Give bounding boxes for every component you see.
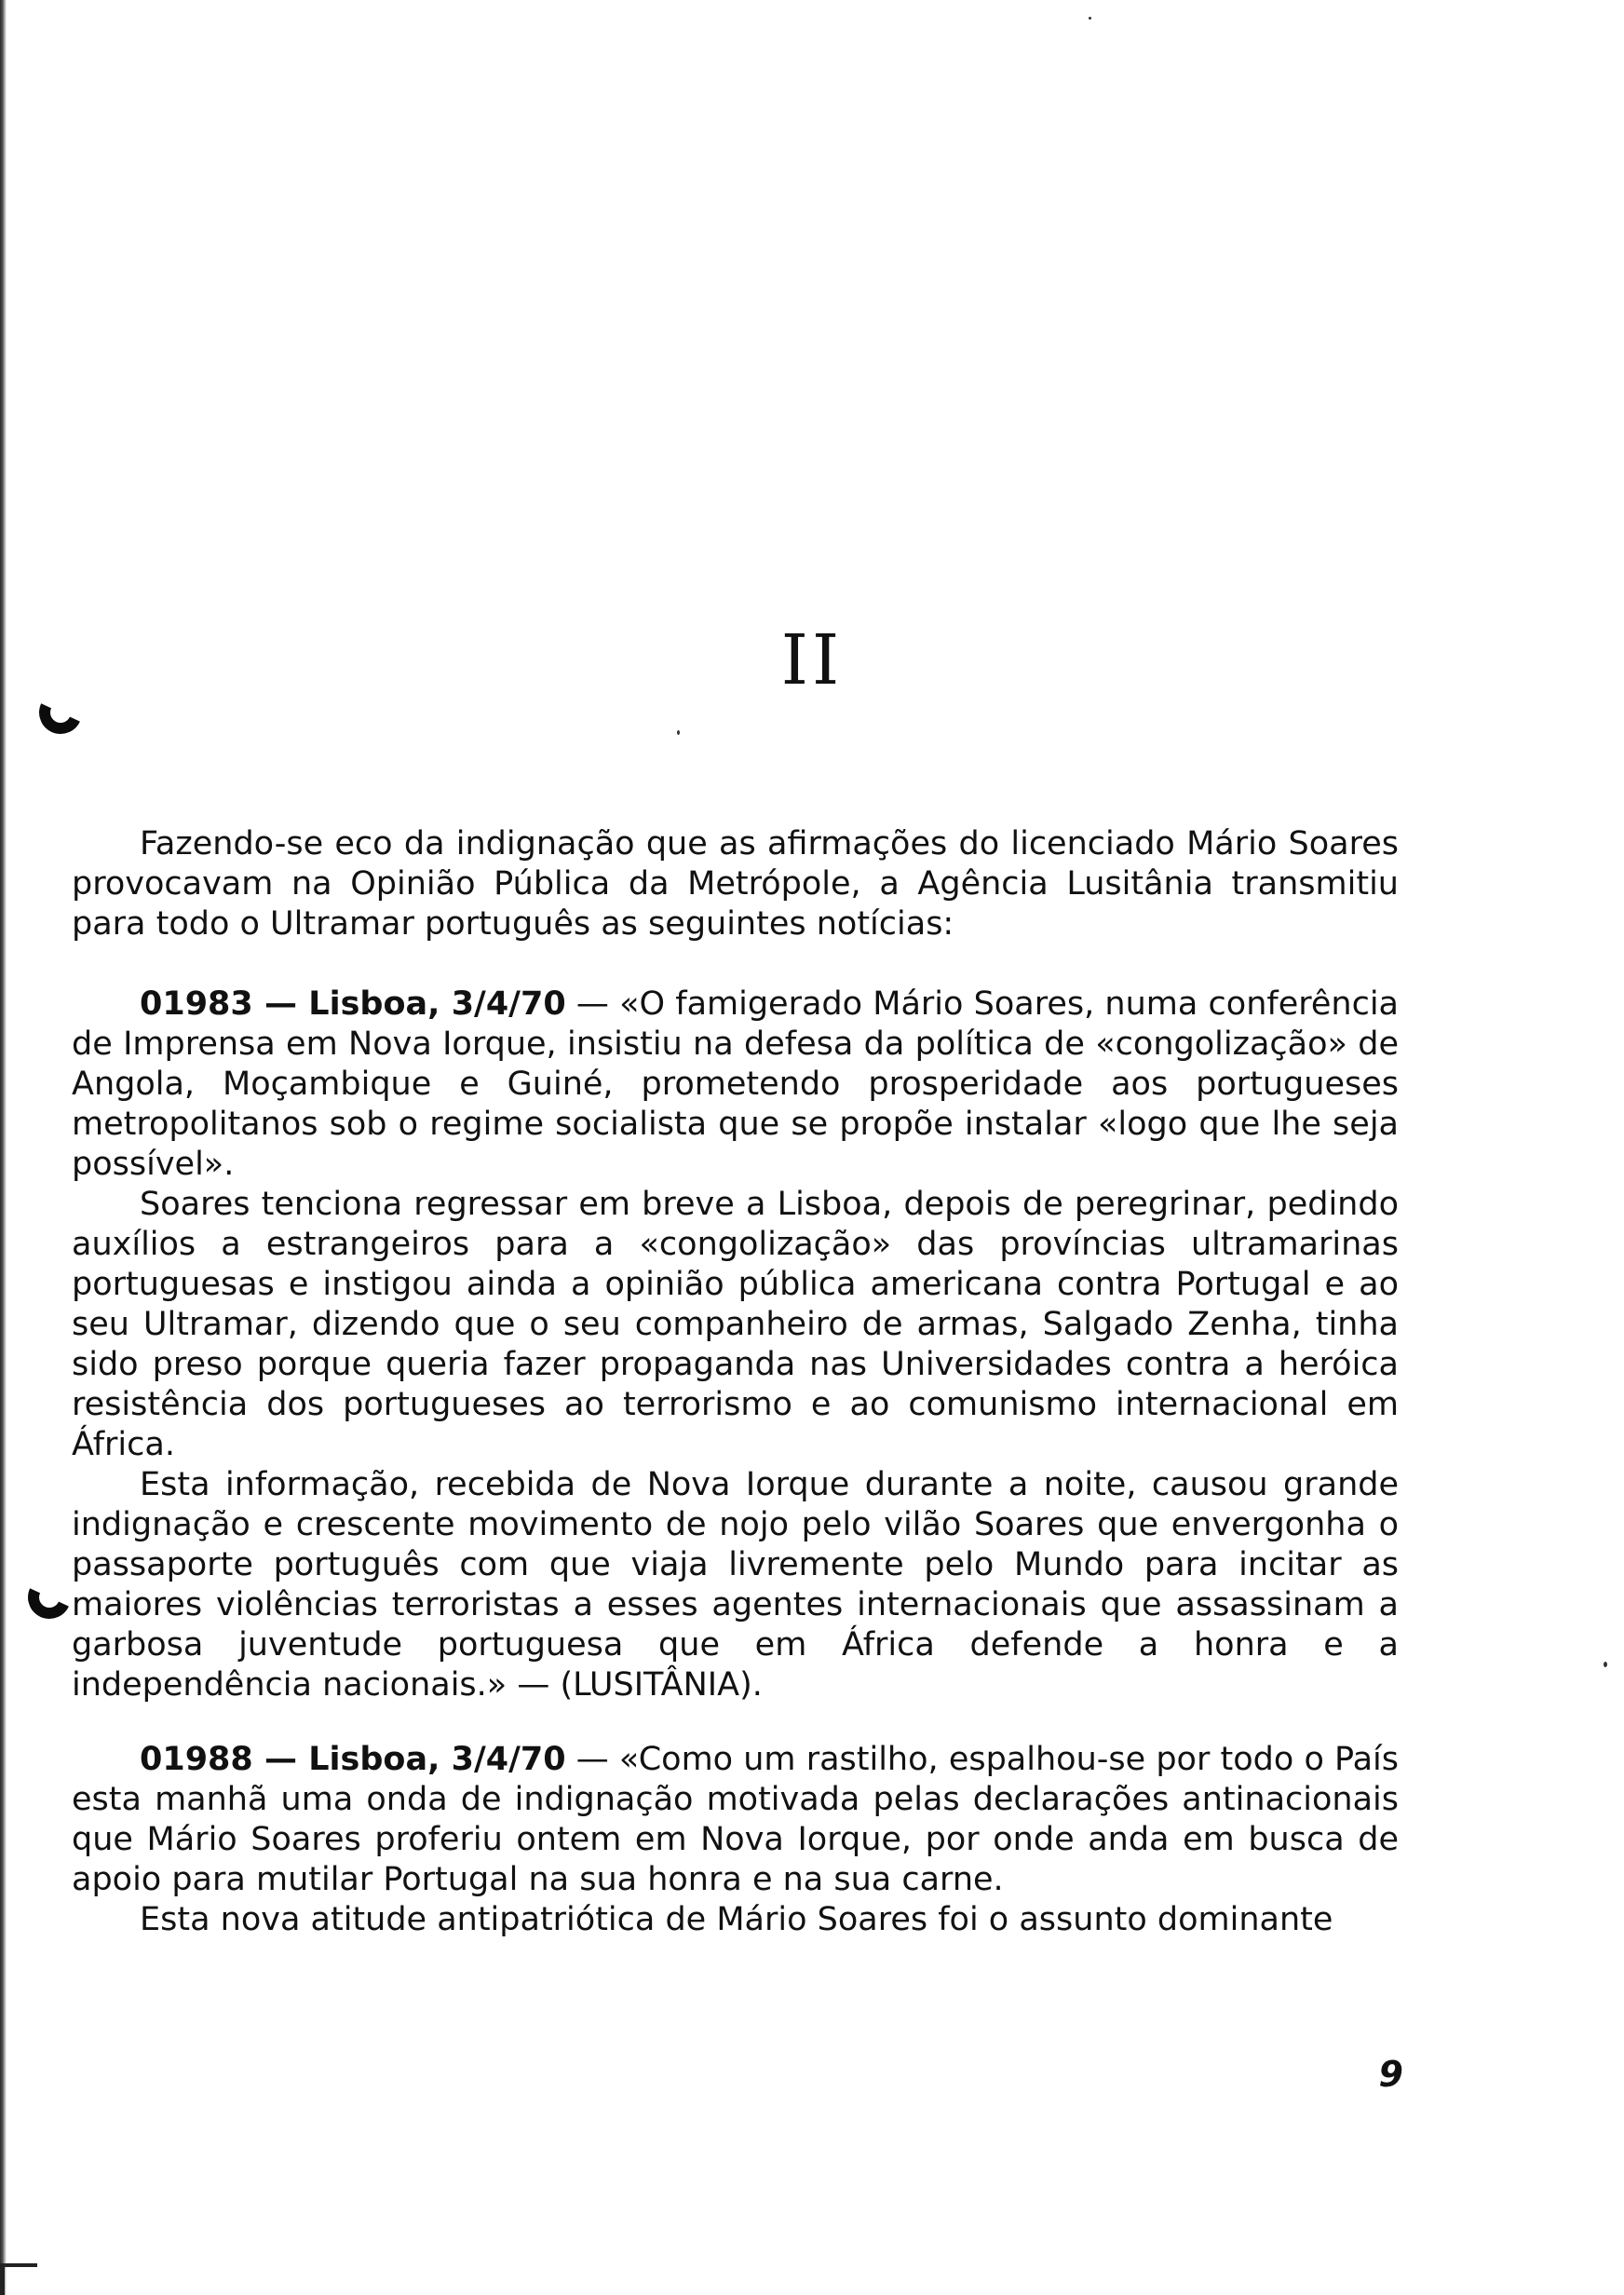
intro-paragraph: Fazendo-se eco da indignação que as afirmações do licenciado Mário Soares provocavam na Opinião Pública da Metrópole, a Agência Lusitânia transmitiu para todo o Ultramar português as seguintes notícias: <box>72 825 1399 943</box>
paper-speck <box>1089 17 1091 20</box>
news-lead-paragraph <box>72 985 1399 1185</box>
news-item <box>72 1740 1399 1940</box>
news-paragraph: Esta informação, recebida de Nova Iorque durante a noite, causou grande indignação e crescente movimento de nojo pelo vilão Soares que envergonha o passaporte português com que viaja livremente pelo Mundo para incitar as maiores violências terroristas a esses agentes internacionais que assassinam a garbosa juventude portuguesa que em África defende a honra e a independência nacionais.» — (LUSITÂNIA). <box>72 1466 1399 1704</box>
news-paragraph: Soares tenciona regressar em breve a Lisboa, depois de peregrinar, pedindo auxílios a estrangeiros para a «congolização» das províncias ultramarinas portuguesas e instigou ainda a opinião pública americana contra Portugal e ao seu Ultramar, dizendo que o seu companheiro de armas, Salgado Zenha, tinha sido preso porque queria fazer propaganda nas Universidades contra a heróica resistência dos portugueses ao terrorismo e ao comunismo internacional em África. <box>72 1186 1399 1463</box>
punch-hole-mark <box>22 1570 77 1625</box>
news-lead-text: — «Como um rastilho, espalhou-se por todo o País esta manhã uma onda de indignação motivada pelas declarações antinacionais que Mário Soares proferiu ontem em Nova Iorque, por onde anda em busca de apoio para mutilar Portugal na sua honra e na sua carne. <box>72 1741 1399 1898</box>
page-number: 9 <box>1378 2054 1403 2095</box>
paper-speck <box>1604 1662 1607 1667</box>
paper-speck <box>677 730 680 735</box>
news-lead-text: — «O famigerado Mário Soares, numa conferência de Imprensa em Nova Iorque, insistiu na defesa da política de «congolização» de Angola, Moçambique e Guiné, prometendo prosperidade aos portugueses metropolitanos sob o regime socialista que se propõe instalar «logo que lhe seja possível». <box>72 985 1399 1183</box>
crop-mark <box>0 2263 37 2295</box>
binding-edge <box>0 0 7 2295</box>
chapter-heading: II <box>780 620 844 700</box>
news-lead-paragraph <box>72 1740 1399 1900</box>
news-item <box>72 985 1399 1705</box>
news-paragraph: Esta nova atitude antipatriótica de Mário Soares foi o assunto dominante <box>140 1901 1333 1938</box>
news-heading: 01983 — Lisboa, 3/4/70 <box>140 985 566 1023</box>
intro-block <box>72 824 1399 944</box>
news-heading: 01988 — Lisboa, 3/4/70 <box>140 1741 566 1778</box>
